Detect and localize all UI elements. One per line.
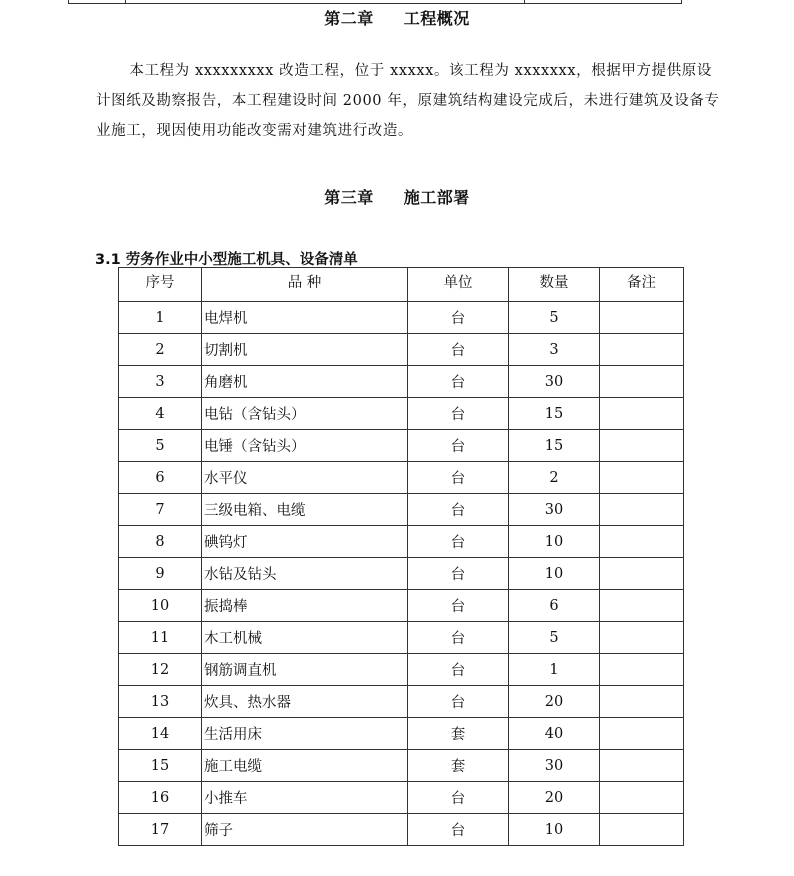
cell-index: 11 [119,622,202,654]
cell-index: 2 [119,334,202,366]
cell-index: 7 [119,494,202,526]
header-index: 序号 [119,268,202,302]
cell-remarks [600,622,684,654]
cell-item: 水钻及钻头 [202,558,408,590]
table-header-row [119,268,684,302]
chapter-3-title: 施工部署 [403,188,470,207]
cell-remarks [600,334,684,366]
chapter-2-title: 工程概况 [403,9,470,28]
table-row [119,750,684,782]
cell-unit: 台 [408,302,509,334]
cell-item: 切割机 [202,334,408,366]
table-row [119,558,684,590]
cell-item: 水平仪 [202,462,408,494]
cell-quantity: 15 [509,430,600,462]
header-unit: 单位 [408,268,509,302]
cell-quantity: 15 [509,398,600,430]
table-row [119,302,684,334]
cell-unit: 台 [408,686,509,718]
cell-quantity: 6 [509,590,600,622]
cell-unit: 台 [408,782,509,814]
cell-remarks [600,654,684,686]
cell-quantity: 40 [509,718,600,750]
cell-unit: 台 [408,334,509,366]
cell-remarks [600,782,684,814]
cell-remarks [600,366,684,398]
cell-unit: 台 [408,814,509,846]
cell-item: 小推车 [202,782,408,814]
cell-quantity: 10 [509,814,600,846]
cell-unit: 台 [408,366,509,398]
cell-unit: 台 [408,622,509,654]
cell-index: 1 [119,302,202,334]
cell-quantity: 20 [509,782,600,814]
cell-quantity: 30 [509,750,600,782]
cell-index: 5 [119,430,202,462]
cell-item: 电钻（含钻头） [202,398,408,430]
cell-quantity: 30 [509,366,600,398]
table-row [119,526,684,558]
cell-index: 14 [119,718,202,750]
table-row [119,654,684,686]
cell-quantity: 30 [509,494,600,526]
previous-table-edge [68,0,682,4]
cell-quantity: 2 [509,462,600,494]
table-row [119,430,684,462]
table-row [119,686,684,718]
cell-unit: 套 [408,750,509,782]
table-row [119,334,684,366]
cell-remarks [600,302,684,334]
header-item: 品 种 [202,268,408,302]
cell-index: 4 [119,398,202,430]
cell-item: 角磨机 [202,366,408,398]
cell-quantity: 3 [509,334,600,366]
cell-remarks [600,750,684,782]
cell-remarks [600,494,684,526]
cell-index: 13 [119,686,202,718]
cell-item: 碘钨灯 [202,526,408,558]
cell-remarks [600,398,684,430]
cell-item: 振捣棒 [202,590,408,622]
cell-index: 16 [119,782,202,814]
header-remarks: 备注 [600,268,684,302]
cell-remarks [600,590,684,622]
table-row [119,494,684,526]
table-row [119,814,684,846]
header-quantity: 数量 [509,268,600,302]
chapter-2-number: 第二章 [324,9,374,28]
cell-item: 施工电缆 [202,750,408,782]
cell-item: 电锤（含钻头） [202,430,408,462]
cell-unit: 台 [408,526,509,558]
cell-remarks [600,686,684,718]
cell-unit: 台 [408,398,509,430]
equipment-table [118,267,684,846]
section-title: 3.1 劳务作业中小型施工机具、设备清单 [95,252,358,268]
cell-unit: 台 [408,430,509,462]
chapter-2-heading [0,6,794,29]
cell-item: 三级电箱、电缆 [202,494,408,526]
cell-index: 3 [119,366,202,398]
table-row [119,462,684,494]
cell-unit: 台 [408,462,509,494]
cell-item: 炊具、热水器 [202,686,408,718]
cell-unit: 台 [408,494,509,526]
table-row [119,782,684,814]
cell-quantity: 5 [509,622,600,654]
cell-index: 6 [119,462,202,494]
cell-unit: 台 [408,654,509,686]
cell-item: 钢筋调直机 [202,654,408,686]
table-row [119,366,684,398]
cell-remarks [600,558,684,590]
cell-item: 电焊机 [202,302,408,334]
cell-unit: 套 [408,718,509,750]
cell-item: 生活用床 [202,718,408,750]
cell-index: 12 [119,654,202,686]
cell-index: 9 [119,558,202,590]
cell-unit: 台 [408,558,509,590]
cell-remarks [600,430,684,462]
cell-quantity: 20 [509,686,600,718]
cell-item: 木工机械 [202,622,408,654]
cell-remarks [600,462,684,494]
project-overview-paragraph: 本工程为 xxxxxxxxx 改造工程，位于 xxxxx。该工程为 xxxxxxx，根据甲方提供原设计图纸及勘察报告，本工程建设时间 2000 年，原建筑结构建设完成后，未进行建筑及设备专业施工，现因使用功能改变需对建筑进行改造。 [96,63,720,139]
table-row [119,398,684,430]
chapter-3-number: 第三章 [324,188,374,207]
cell-index: 10 [119,590,202,622]
chapter-3-heading [0,185,794,208]
cell-remarks [600,814,684,846]
cell-quantity: 10 [509,558,600,590]
cell-remarks [600,526,684,558]
cell-quantity: 10 [509,526,600,558]
cell-remarks [600,718,684,750]
table-row [119,590,684,622]
cell-index: 17 [119,814,202,846]
cell-item: 筛子 [202,814,408,846]
cell-index: 15 [119,750,202,782]
cell-quantity: 1 [509,654,600,686]
cell-index: 8 [119,526,202,558]
cell-quantity: 5 [509,302,600,334]
table-row [119,718,684,750]
table-row [119,622,684,654]
cell-unit: 台 [408,590,509,622]
